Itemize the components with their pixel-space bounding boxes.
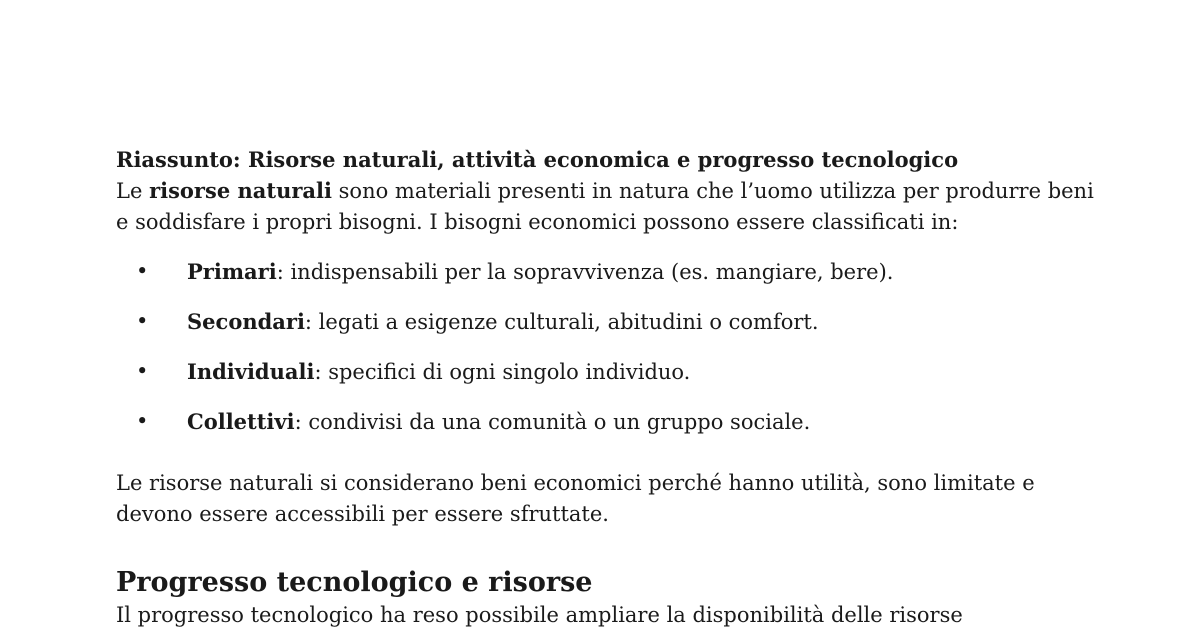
- document-title: Riassunto: Risorse naturali, attività economica e progresso tecnologico: [116, 147, 959, 172]
- economic-goods-paragraph: Le risorse naturali si considerano beni economici perché hanno utilità, sono limitate e devono essere accessibili per essere sfruttate.: [116, 471, 1035, 526]
- intro-bold-term: risorse naturali: [149, 178, 332, 203]
- list-item-term: Collettivi: [187, 409, 295, 434]
- list-item-text: : indispensabili per la sopravvivenza (es. mangiare, bere).: [276, 260, 894, 284]
- needs-list: [116, 256, 1106, 438]
- list-item-text: : legati a esigenze culturali, abitudini o comfort.: [304, 310, 819, 334]
- list-item-primari: [116, 256, 1106, 288]
- bullet-icon: •: [136, 259, 149, 283]
- list-item-text: : condivisi da una comunità o un gruppo sociale.: [294, 410, 811, 434]
- bullet-icon: •: [136, 359, 149, 383]
- list-item-term: Secondari: [187, 309, 305, 334]
- list-item-collettivi: [116, 406, 1106, 438]
- intro-text-start: Le: [116, 179, 150, 203]
- intro-text-rest: sono materiali presenti in natura che l’uomo utilizza per produrre beni e soddisfare i propri bisogni. I bisogni economici possono essere classificati in:: [116, 179, 1094, 234]
- bullet-icon: •: [136, 409, 149, 433]
- list-item-term: Individuali: [187, 359, 315, 384]
- section-heading: Progresso tecnologico e risorse: [116, 567, 593, 598]
- list-item-secondari: [116, 306, 1106, 338]
- list-item-text: : specifici di ogni singolo individuo.: [314, 360, 691, 384]
- intro-paragraph: [116, 175, 1106, 238]
- list-item-term: Primari: [187, 259, 277, 284]
- bullet-icon: •: [136, 309, 149, 333]
- document-page: [116, 144, 1106, 630]
- list-item-individuali: [116, 356, 1106, 388]
- tech-progress-paragraph: Il progresso tecnologico ha reso possibile ampliare la disponibilità delle risorse: [116, 603, 963, 627]
